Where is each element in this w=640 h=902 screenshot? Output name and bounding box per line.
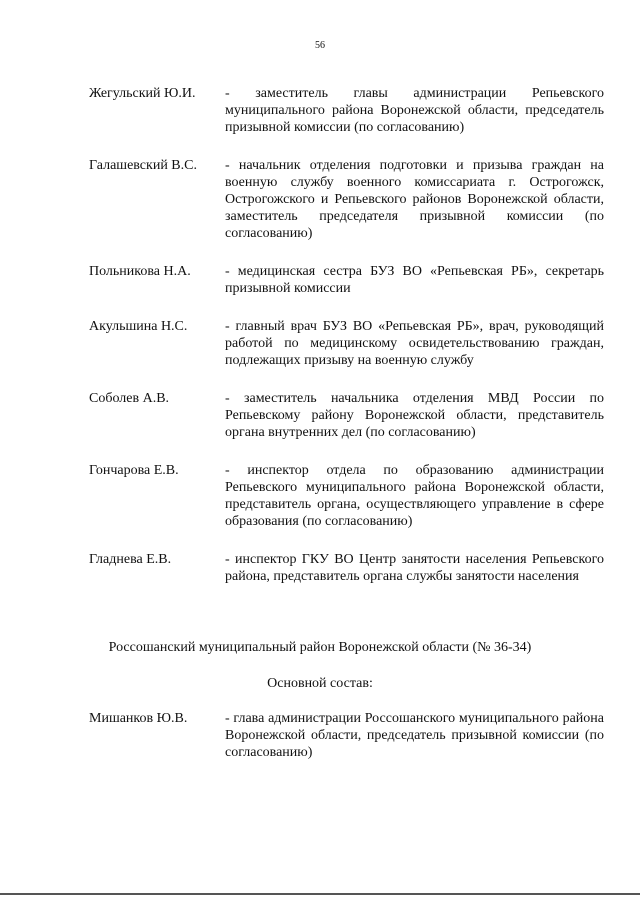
member-entry (89, 551, 604, 585)
member-role: - главный врач БУЗ ВО «Репьевская РБ», врач, руководящий работой по медицинскому освидетельствованию граждан, подлежащих призыву на военную службу (225, 319, 604, 368)
member-entry (89, 390, 604, 441)
second-commission-members-list (89, 710, 604, 782)
commission-members-list (89, 85, 604, 606)
member-role: - инспектор ГКУ ВО Центр занятости населения Репьевского района, представитель органа службы занятости населения (225, 552, 604, 584)
member-entry (89, 263, 604, 297)
member-role: - заместитель начальника отделения МВД России по Репьевскому району Воронежской области, представитель органа внутренних дел (по согласованию) (225, 391, 604, 440)
member-name: Соболев А.В. (89, 391, 170, 406)
member-role: - заместитель главы администрации Репьевского муниципального района Воронежской области, председатель призывной комиссии (по согласованию) (225, 86, 604, 135)
member-name: Жегульский Ю.И. (89, 86, 196, 101)
member-name: Акульшина Н.С. (89, 319, 188, 334)
page-number: 56 (315, 40, 325, 51)
member-entry (89, 710, 604, 761)
member-name: Гладнева Е.В. (89, 552, 172, 567)
member-name: Галашевский В.С. (89, 158, 197, 173)
member-name: Мишанков Ю.В. (89, 711, 188, 726)
member-entry (89, 157, 604, 242)
member-role: - инспектор отдела по образованию администрации Репьевского муниципального района Воронежской области, представитель органа, осуществляющего управление в сфере образования (по согласованию) (225, 463, 604, 529)
member-entry (89, 85, 604, 136)
member-role: - медицинская сестра БУЗ ВО «Репьевская РБ», секретарь призывной комиссии (225, 264, 604, 296)
member-entry (89, 318, 604, 369)
member-entry (89, 462, 604, 530)
member-role: - начальник отделения подготовки и призыва граждан на военную службу военного комиссариата г. Острогожск, Острогожского и Репьевского районов Воронежской области, заместитель председателя призывной комиссии (по согласованию) (225, 158, 604, 241)
section-title: Россошанский муниципальный район Воронежской области (№ 36-34) (108, 640, 532, 655)
member-name: Гончарова Е.В. (89, 463, 179, 478)
member-role: - глава администрации Россошанского муниципального района Воронежской области, председатель призывной комиссии (по согласованию) (225, 711, 604, 760)
member-name: Польникова Н.А. (89, 264, 191, 279)
page-bottom-edge (0, 893, 640, 895)
subsection-title: Основной состав: (267, 676, 373, 691)
